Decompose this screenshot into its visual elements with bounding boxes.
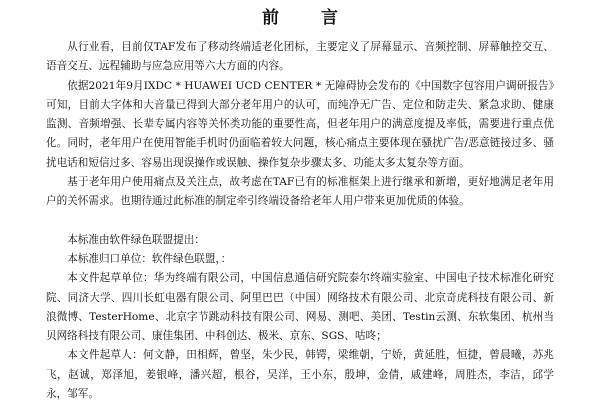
paragraph-gap	[46, 212, 554, 231]
page-title: 前 言	[262, 8, 356, 28]
info-drafting-units: 本文件起草单位：华为终端有限公司，中国信息通信研究院泰尔终端实验室、中国电子技术标准化研究院、同济大学、四川长虹电器有限公司、阿里巴巴（中国）网络技术有限公司、北京奇虎科技有限公司、新浪微博、TesterHome、北京字节跳动科技有限公司、网易、测吧、美团、Testin云测、东软集团、杭州当贝网络科技有限公司、康佳集团、中科创达、极米、京东、SGS、咕咚；	[46, 272, 554, 343]
info-drafters: 本文件起草人：何文静，田相辉，曾坚，朱少民，韩锷，梁维朝，宁娇，黄延胜，恒捷，曾晨曦，苏兆飞，赵诚，郑泽旭，姜银峰，潘兴超，根谷，吴洋，王小东，殷坤，金倩，戚建峰，周胜杰，李洁，邱学永，邹军。	[46, 349, 554, 401]
paragraph-industry: 从行业看，目前仅TAF发布了移动终端适老化团标，主要定义了屏幕显示、音频控制、屏幕触控交互、语音交互、远程辅助与应急应用等六大方面的内容。	[46, 41, 554, 73]
info-proposer: 本标准由软件绿色联盟提出：	[67, 233, 205, 246]
paragraph-survey: 依据2021年9月IXDC * HUAWEI UCD CENTER * 无障碍协会发布的《中国数字包容用户调研报告》可知，目前大字体和大音量已得到大部分老年用户的认可，而纯净无广告、定位和防走失、紧急求助、健康监测、音频增强、长辈专属内容等关怀类功能的重要性高，但老年用户的满意度提及率低，需要进行重点优化。同时，老年用户在使用智能手机时仍面临着较大问题，核心痛点主要体现在骚扰广告/恶意链接过多、骚扰电话和短信过多、容易出现误操作或误触、操作复杂步骤太多、功能太多太复杂等方面。	[46, 79, 554, 169]
paragraph-purpose: 基于老年用户使用痛点及关注点，故考虑在TAF已有的标准框架上进行继承和新增，更好地满足老年用户的关怀需求。也期待通过此标准的制定牵引终端设备给老年人用户带来更加优质的体验。	[46, 176, 554, 208]
info-administrator: 本标准归口单位：软件绿色联盟，：	[67, 252, 232, 265]
